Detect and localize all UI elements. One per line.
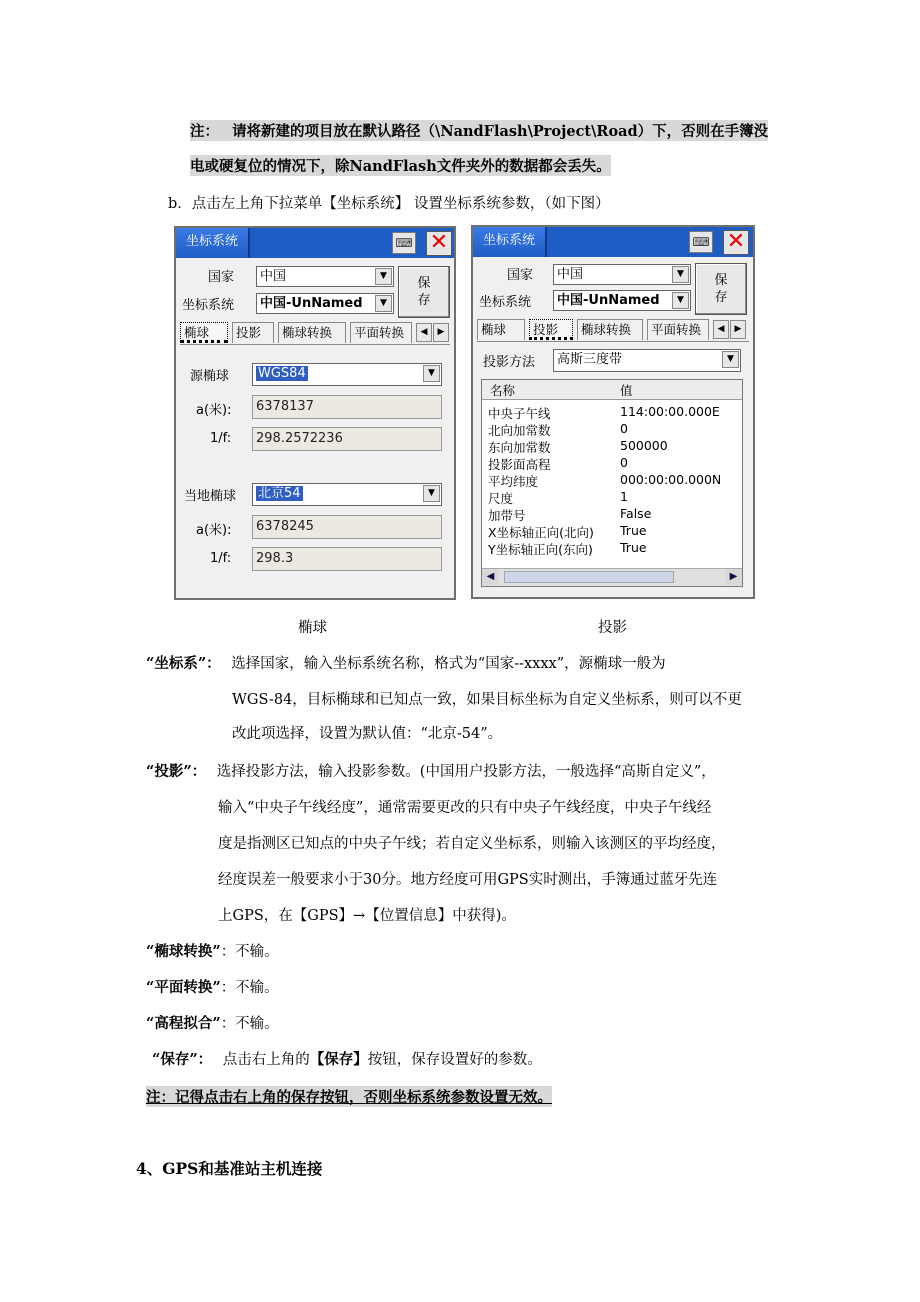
param-value: True bbox=[620, 523, 647, 538]
src-ellipsoid-select[interactable] bbox=[252, 363, 442, 386]
section-heading: 4、GPS和基准站主机连接 bbox=[136, 1159, 323, 1178]
save-button-ref: 【保存】 bbox=[309, 1051, 368, 1068]
term-save: “保存”： bbox=[152, 1051, 213, 1068]
local-a-label: a(米): bbox=[196, 523, 232, 538]
projection-text-1: 选择投影方法，输入投影参数。(中国用户投影方法，一般选择“高斯自定义”， bbox=[216, 764, 716, 780]
local-f-field: 298.3 bbox=[252, 547, 442, 571]
close-icon[interactable]: ✕ bbox=[723, 230, 749, 255]
save-button[interactable] bbox=[398, 266, 450, 318]
term-projection: “投影”： bbox=[146, 763, 207, 780]
coord-sys-desc-line-2: WGS-84，目标椭球和已知点一致，如果目标坐标为自定义坐标系，则可以不更 bbox=[232, 692, 742, 708]
chevron-down-icon: ▼ bbox=[375, 268, 392, 285]
list-header bbox=[482, 380, 742, 400]
tab-ellipsoid-transform[interactable]: 椭球转换 bbox=[577, 319, 643, 340]
coord-system-label: 坐标系统 bbox=[182, 298, 235, 313]
chevron-right-icon[interactable]: ▶ bbox=[730, 320, 746, 339]
param-value: 0 bbox=[620, 455, 628, 470]
list-item[interactable] bbox=[482, 438, 742, 455]
coord-system-value: 中国-UnNamed bbox=[260, 296, 363, 311]
param-name: 平均纬度 bbox=[488, 474, 539, 489]
country-value: 中国 bbox=[557, 267, 584, 282]
plane-transform-desc bbox=[146, 976, 279, 997]
param-name: 投影面高程 bbox=[488, 457, 551, 472]
coord-sys-text-1: 选择国家，输入坐标系统名称，格式为“国家--xxxx”，源椭球一般为 bbox=[231, 656, 666, 672]
coord-system-select[interactable] bbox=[553, 290, 691, 311]
projection-desc-line-5: 上GPS，在【GPS】→【位置信息】中获得)。 bbox=[218, 908, 516, 924]
tab-plane-transform[interactable]: 平面转换 bbox=[647, 319, 709, 340]
local-a-field: 6378245 bbox=[252, 515, 442, 539]
coord-system-value: 中国-UnNamed bbox=[557, 293, 660, 308]
term-ellipsoid-transform: “椭球转换” bbox=[146, 943, 221, 960]
save-label-1: 保 bbox=[714, 273, 728, 288]
save-label-1: 保 bbox=[417, 276, 431, 291]
save-text-b: 按钮，保存设置好的参数。 bbox=[367, 1052, 542, 1068]
coord-system-select[interactable] bbox=[256, 293, 394, 314]
ellipsoid-transform-text: ：不输。 bbox=[220, 944, 279, 960]
local-f-label: 1/f: bbox=[210, 551, 232, 566]
chevron-right-icon[interactable]: ▶ bbox=[725, 569, 742, 585]
tab-plane-transform[interactable]: 平面转换 bbox=[350, 322, 412, 343]
projection-desc-line-2: 输入“中央子午线经度”，通常需要更改的只有中央子午线经度，中央子午线经 bbox=[218, 800, 712, 816]
step-b-text: b．点击左上角下拉菜单【坐标系统】 设置坐标系统参数，（如下图） bbox=[168, 196, 610, 212]
proj-method-label: 投影方法 bbox=[483, 355, 536, 370]
proj-method-value: 高斯三度带 bbox=[557, 352, 623, 367]
country-label: 国家 bbox=[208, 270, 235, 285]
save-text-a: 点击右上角的 bbox=[222, 1052, 310, 1068]
save-desc bbox=[152, 1048, 542, 1069]
column-value[interactable]: 值 bbox=[620, 383, 633, 398]
projection-desc-line-4: 经度误差一般要求小于30分。地方经度可用GPS实时测出，手簿通过蓝牙先连 bbox=[218, 872, 718, 888]
local-ellipsoid-label: 当地椭球 bbox=[184, 489, 237, 504]
height-fit-desc bbox=[146, 1012, 279, 1033]
tab-projection[interactable]: 投影 bbox=[232, 322, 274, 343]
list-item[interactable] bbox=[482, 523, 742, 540]
screenshot-projection bbox=[471, 225, 755, 599]
list-item[interactable] bbox=[482, 455, 742, 472]
src-f-label: 1/f: bbox=[210, 431, 232, 446]
horizontal-scrollbar[interactable] bbox=[482, 568, 742, 586]
local-ellipsoid-select[interactable] bbox=[252, 483, 442, 506]
projection-desc-line-3: 度是指测区已知点的中央子午线；若自定义坐标系，则输入该测区的平均经度， bbox=[218, 836, 726, 852]
column-name[interactable]: 名称 bbox=[490, 383, 516, 398]
close-icon[interactable]: ✕ bbox=[426, 231, 452, 256]
caption-ellipsoid: 椭球 bbox=[298, 620, 327, 636]
keyboard-icon[interactable]: ⌨ bbox=[392, 232, 416, 254]
tab-ellipsoid[interactable]: 椭球 bbox=[477, 319, 525, 340]
src-f-field: 298.2572236 bbox=[252, 427, 442, 451]
src-a-label: a(米): bbox=[196, 403, 232, 418]
chevron-right-icon[interactable]: ▶ bbox=[433, 323, 449, 342]
param-value: 114:00:00.000E bbox=[620, 404, 720, 419]
param-value: 500000 bbox=[620, 438, 668, 453]
local-ellipsoid-value: 北京54 bbox=[258, 486, 301, 501]
country-value: 中国 bbox=[260, 269, 287, 284]
keyboard-icon[interactable]: ⌨ bbox=[689, 231, 713, 253]
country-select[interactable] bbox=[553, 264, 691, 285]
projection-desc-line-1 bbox=[146, 760, 716, 781]
note-text-1: 请将新建的项目放在默认路径（\NandFlash\Project\Road）下，否则在手簿没 bbox=[232, 123, 769, 140]
save-label-2: 存 bbox=[417, 293, 431, 308]
caption-projection: 投影 bbox=[598, 620, 627, 636]
coord-system-label: 坐标系统 bbox=[479, 295, 532, 310]
list-item[interactable] bbox=[482, 489, 742, 506]
param-value: 1 bbox=[620, 489, 628, 504]
chevron-down-icon: ▼ bbox=[423, 365, 440, 382]
tab-bar bbox=[477, 319, 749, 342]
coord-sys-desc-line-1 bbox=[146, 652, 666, 673]
country-label: 国家 bbox=[507, 268, 534, 283]
coord-sys-desc-line-3: 改此项选择，设置为默认值：“北京-54”。 bbox=[232, 726, 503, 742]
list-item[interactable] bbox=[482, 421, 742, 438]
list-item[interactable] bbox=[482, 540, 742, 557]
plane-transform-text: ：不输。 bbox=[220, 980, 279, 996]
param-name: 尺度 bbox=[488, 491, 514, 506]
window-title[interactable]: 坐标系统 bbox=[176, 228, 250, 258]
tab-ellipsoid-transform[interactable]: 椭球转换 bbox=[278, 322, 346, 343]
save-button[interactable] bbox=[695, 263, 747, 315]
height-fit-text: ：不输。 bbox=[220, 1016, 279, 1032]
screenshot-ellipsoid bbox=[174, 226, 456, 600]
chevron-left-icon[interactable]: ◀ bbox=[416, 323, 432, 342]
chevron-left-icon[interactable]: ◀ bbox=[482, 569, 499, 585]
param-name: 北向加常数 bbox=[488, 423, 551, 438]
note-line-1 bbox=[190, 120, 768, 141]
chevron-down-icon: ▼ bbox=[423, 485, 440, 502]
term-coord-sys: “坐标系”： bbox=[146, 655, 221, 672]
chevron-down-icon: ▼ bbox=[722, 351, 739, 368]
term-plane-transform: “平面转换” bbox=[146, 979, 221, 996]
chevron-left-icon[interactable]: ◀ bbox=[713, 320, 729, 339]
note-label: 注： bbox=[190, 123, 219, 140]
src-ellipsoid-label: 源椭球 bbox=[190, 369, 230, 384]
list-item[interactable] bbox=[482, 404, 742, 421]
param-value: 0 bbox=[620, 421, 628, 436]
list-item[interactable] bbox=[482, 506, 742, 523]
src-ellipsoid-value: WGS84 bbox=[258, 366, 306, 381]
tab-bar bbox=[180, 322, 450, 345]
projection-params-list[interactable] bbox=[481, 379, 743, 587]
save-label-2: 存 bbox=[714, 290, 728, 305]
tab-ellipsoid[interactable]: 椭球 bbox=[180, 322, 228, 343]
param-name: Y坐标轴正向(东向) bbox=[488, 542, 593, 557]
chevron-down-icon: ▼ bbox=[375, 295, 392, 312]
list-item[interactable] bbox=[482, 472, 742, 489]
param-name: 中央子午线 bbox=[488, 406, 551, 421]
note-save-warning: 注：记得点击右上角的保存按钮，否则坐标系统参数设置无效。 bbox=[146, 1086, 552, 1107]
chevron-down-icon: ▼ bbox=[672, 292, 689, 309]
tab-projection[interactable]: 投影 bbox=[529, 319, 573, 340]
param-name: 加带号 bbox=[488, 508, 526, 523]
src-a-field: 6378137 bbox=[252, 395, 442, 419]
term-height-fit: “高程拟合” bbox=[146, 1015, 221, 1032]
note-line-2: 电或硬复位的情况下，除NandFlash文件夹外的数据都会丢失。 bbox=[190, 155, 611, 176]
ellipsoid-transform-desc bbox=[146, 940, 279, 961]
country-select[interactable] bbox=[256, 266, 394, 287]
param-name: X坐标轴正向(北向) bbox=[488, 525, 594, 540]
chevron-down-icon: ▼ bbox=[672, 266, 689, 283]
window-title[interactable]: 坐标系统 bbox=[473, 227, 547, 257]
param-value: True bbox=[620, 540, 647, 555]
param-value: False bbox=[620, 506, 652, 521]
param-name: 东向加常数 bbox=[488, 440, 551, 455]
proj-method-select[interactable] bbox=[553, 349, 741, 372]
scrollbar-thumb[interactable] bbox=[504, 571, 674, 583]
param-value: 000:00:00.000N bbox=[620, 472, 722, 487]
